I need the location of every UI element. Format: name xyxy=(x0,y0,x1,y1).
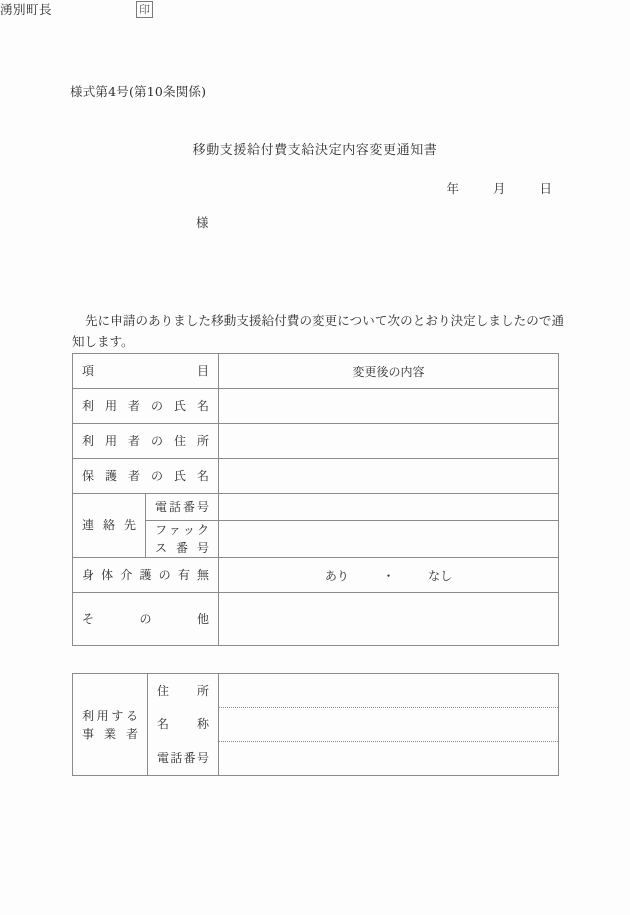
change-contents-table xyxy=(72,353,559,646)
date-month: 月 xyxy=(493,181,506,196)
page-title: 移動支援給付費支給決定内容変更通知書 xyxy=(192,143,438,158)
provider-sublabel-name: 名称 xyxy=(148,708,219,742)
date-line xyxy=(0,179,552,197)
provider-sublabel-phone: 電話番号 xyxy=(148,742,219,776)
provider-table xyxy=(72,673,559,776)
row-value-other[interactable] xyxy=(219,593,559,646)
date-year: 年 xyxy=(446,181,460,196)
provider-value-name[interactable] xyxy=(219,708,559,742)
table-row xyxy=(73,389,559,424)
table-header-row xyxy=(73,354,559,389)
table-row xyxy=(73,558,559,593)
table-row xyxy=(73,459,559,494)
option-no[interactable]: なし xyxy=(428,568,453,583)
row-value-contact-phone[interactable] xyxy=(219,494,559,521)
option-separator: ・ xyxy=(382,568,395,583)
provider-sublabel-address: 住所 xyxy=(148,674,219,708)
date-day: 日 xyxy=(539,181,552,196)
header-label-item: 項目 xyxy=(82,363,210,378)
provider-value-address[interactable] xyxy=(219,674,559,708)
row-value-contact-fax[interactable] xyxy=(219,521,559,558)
provider-value-phone[interactable] xyxy=(219,742,559,776)
row-value-guardian-name[interactable] xyxy=(219,459,559,494)
table-row-contact-fax xyxy=(73,521,559,558)
row-label-other: その他 xyxy=(73,593,219,646)
provider-row-address xyxy=(73,674,559,708)
row-label-physical-care: 身体介護の有無 xyxy=(73,558,219,593)
addressee-suffix: 様 xyxy=(196,215,209,230)
row-label-contact-fax: ファックス番号 xyxy=(146,521,219,558)
option-yes[interactable]: あり xyxy=(324,568,349,583)
issuer-name: 湧別町長 xyxy=(0,2,53,17)
header-cell-item xyxy=(73,354,219,389)
row-value-user-address[interactable] xyxy=(219,424,559,459)
row-label-contact-phone: 電話番号 xyxy=(146,494,219,521)
table-row xyxy=(73,424,559,459)
body-paragraph: 先に申請のありました移動支援給付費の変更について次のとおり決定しましたので通知します。 xyxy=(72,313,564,349)
header-cell-content xyxy=(219,354,559,389)
row-label-user-address: 利用者の住所 xyxy=(73,424,219,459)
header-label-content: 変更後の内容 xyxy=(352,364,425,379)
issuer-block xyxy=(0,0,630,18)
row-label-guardian-name: 保護者の氏名 xyxy=(73,459,219,494)
provider-label-text: 利用する 事業者 xyxy=(82,708,138,741)
seal-stamp-box: 印 xyxy=(136,1,153,18)
row-value-physical-care xyxy=(219,558,559,593)
form-number: 様式第4号(第10条関係) xyxy=(70,84,207,99)
row-value-user-name[interactable] xyxy=(219,389,559,424)
row-label-user-name: 利用者の氏名 xyxy=(73,389,219,424)
row-label-contact: 連絡先 xyxy=(73,494,146,558)
table-row-contact-phone xyxy=(73,494,559,521)
provider-label xyxy=(73,674,148,776)
table-row xyxy=(73,593,559,646)
